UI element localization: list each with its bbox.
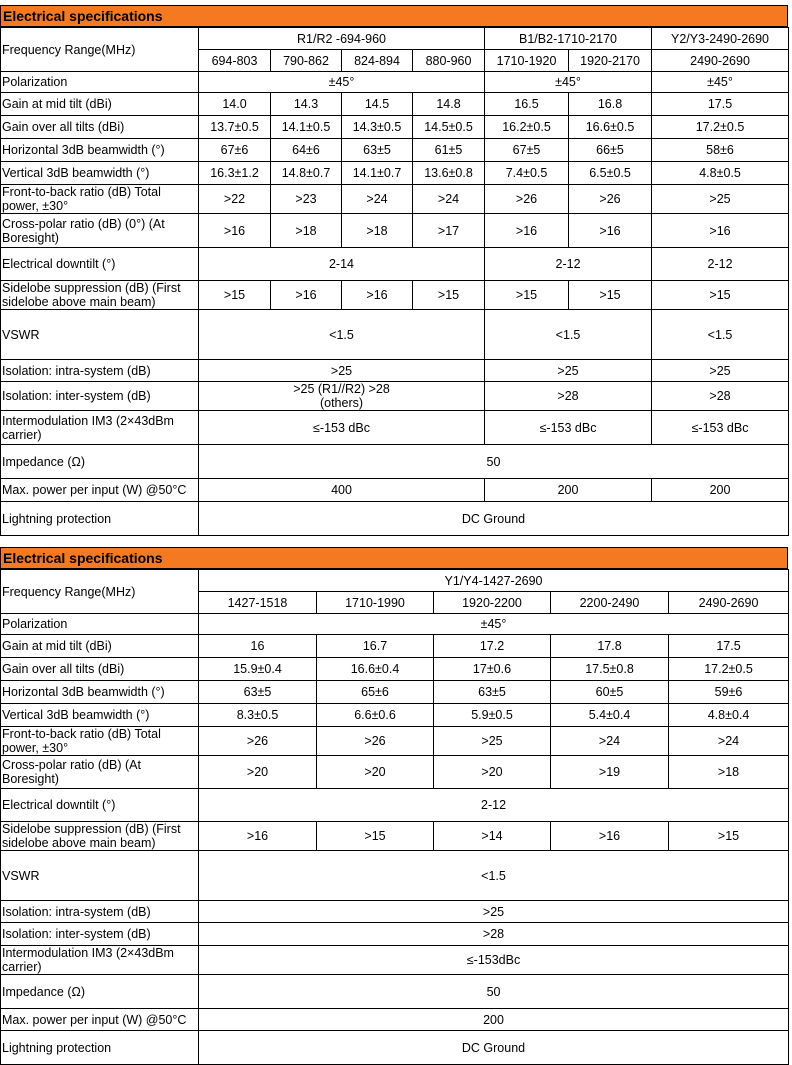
spec-row bbox=[1, 185, 789, 214]
row-label: Gain over all tilts (dBi) bbox=[1, 658, 199, 681]
row-label: Impedance (Ω) bbox=[1, 975, 199, 1009]
value-cell: >18 bbox=[271, 214, 342, 248]
value-cell: 59±6 bbox=[669, 681, 789, 704]
value-cell: 14.1±0.7 bbox=[342, 162, 413, 185]
spec-row bbox=[1, 411, 789, 445]
value-cell: >19 bbox=[551, 756, 669, 789]
value-cell: 17.2 bbox=[434, 635, 551, 658]
value-cell: >15 bbox=[569, 281, 652, 310]
spec-row bbox=[1, 1031, 789, 1065]
subband-cell: 2200-2490 bbox=[551, 592, 669, 614]
value-cell: ≤-153 dBc bbox=[652, 411, 789, 445]
spec-row bbox=[1, 162, 789, 185]
value-cell: >16 bbox=[199, 214, 271, 248]
value-cell: >18 bbox=[342, 214, 413, 248]
spec-row bbox=[1, 248, 789, 281]
row-label: Isolation: inter-system (dB) bbox=[1, 382, 199, 411]
value-cell: 16 bbox=[199, 635, 317, 658]
subband-cell: 824-894 bbox=[342, 50, 413, 72]
section-1-title: Electrical specifications bbox=[0, 5, 788, 27]
value-cell: 16.6±0.5 bbox=[569, 116, 652, 139]
value-cell: >28 bbox=[485, 382, 652, 411]
value-cell: 17.5 bbox=[669, 635, 789, 658]
row-label: Front-to-back ratio (dB) Total power, ±30° bbox=[1, 727, 199, 756]
spec-row bbox=[1, 923, 789, 946]
value-cell: 14.5±0.5 bbox=[413, 116, 485, 139]
value-cell: 17±0.6 bbox=[434, 658, 551, 681]
value-cell: 4.8±0.4 bbox=[669, 704, 789, 727]
value-cell: >15 bbox=[652, 281, 789, 310]
value-cell: 14.3 bbox=[271, 93, 342, 116]
spec-row bbox=[1, 658, 789, 681]
value-cell: >26 bbox=[199, 727, 317, 756]
value-cell: 2-12 bbox=[485, 248, 652, 281]
value-cell: 2-12 bbox=[652, 248, 789, 281]
subband-cell: 2490-2690 bbox=[652, 50, 789, 72]
value-cell: 17.2±0.5 bbox=[669, 658, 789, 681]
value-cell: 58±6 bbox=[652, 139, 789, 162]
band-group-y2y3: Y2/Y3-2490-2690 bbox=[652, 28, 789, 50]
spec-row bbox=[1, 635, 789, 658]
frequency-range-label: Frequency Range(MHz) bbox=[1, 28, 199, 72]
value-cell: 16.8 bbox=[569, 93, 652, 116]
value-cell: >25 bbox=[485, 360, 652, 382]
value-cell: >23 bbox=[271, 185, 342, 214]
row-label: VSWR bbox=[1, 310, 199, 360]
spec-row bbox=[1, 310, 789, 360]
value-cell: 50 bbox=[199, 445, 789, 479]
value-cell: ±45° bbox=[485, 72, 652, 93]
value-cell: 5.4±0.4 bbox=[551, 704, 669, 727]
value-cell: 16.6±0.4 bbox=[317, 658, 434, 681]
value-cell: 17.2±0.5 bbox=[652, 116, 789, 139]
spec-row bbox=[1, 281, 789, 310]
value-cell: 400 bbox=[199, 479, 485, 502]
value-cell: ≤-153 dBc bbox=[199, 411, 485, 445]
subband-cell: 1920-2170 bbox=[569, 50, 652, 72]
spec-row bbox=[1, 445, 789, 479]
subband-cell: 1710-1990 bbox=[317, 592, 434, 614]
subband-cell: 1710-1920 bbox=[485, 50, 569, 72]
row-label: Intermodulation IM3 (2×43dBm carrier) bbox=[1, 946, 199, 975]
value-cell: 7.4±0.5 bbox=[485, 162, 569, 185]
subband-cell: 1427-1518 bbox=[199, 592, 317, 614]
value-cell: >16 bbox=[485, 214, 569, 248]
row-label: Lightning protection bbox=[1, 502, 199, 536]
spec-row bbox=[1, 975, 789, 1009]
spec-row bbox=[1, 93, 789, 116]
spec-row bbox=[1, 681, 789, 704]
value-cell: <1.5 bbox=[199, 310, 485, 360]
value-cell: 14.1±0.5 bbox=[271, 116, 342, 139]
value-cell: 66±5 bbox=[569, 139, 652, 162]
value-cell: >20 bbox=[199, 756, 317, 789]
spec-row bbox=[1, 360, 789, 382]
value-cell: >25 bbox=[652, 185, 789, 214]
value-cell: 6.5±0.5 bbox=[569, 162, 652, 185]
value-cell: >15 bbox=[669, 822, 789, 851]
row-label: Sidelobe suppression (dB) (First sidelobe above main beam) bbox=[1, 822, 199, 851]
spec-row bbox=[1, 822, 789, 851]
subband-cell: 790-862 bbox=[271, 50, 342, 72]
value-cell: >26 bbox=[569, 185, 652, 214]
value-cell: 13.6±0.8 bbox=[413, 162, 485, 185]
row-label: Polarization bbox=[1, 72, 199, 93]
spec-row bbox=[1, 789, 789, 822]
row-label: VSWR bbox=[1, 851, 199, 901]
spec-row bbox=[1, 72, 789, 93]
value-cell: >20 bbox=[317, 756, 434, 789]
value-cell: 65±6 bbox=[317, 681, 434, 704]
value-cell: 64±6 bbox=[271, 139, 342, 162]
band-group-r1r2: R1/R2 -694-960 bbox=[199, 28, 485, 50]
value-cell: 15.9±0.4 bbox=[199, 658, 317, 681]
value-cell: 2-12 bbox=[199, 789, 789, 822]
spec-row bbox=[1, 614, 789, 635]
value-cell: 14.0 bbox=[199, 93, 271, 116]
value-cell: 4.8±0.5 bbox=[652, 162, 789, 185]
row-label: Max. power per input (W) @50°C bbox=[1, 479, 199, 502]
value-cell: 16.2±0.5 bbox=[485, 116, 569, 139]
value-cell: 17.5±0.8 bbox=[551, 658, 669, 681]
value-cell: 5.9±0.5 bbox=[434, 704, 551, 727]
value-cell: >26 bbox=[485, 185, 569, 214]
value-cell: >22 bbox=[199, 185, 271, 214]
row-label: Lightning protection bbox=[1, 1031, 199, 1065]
value-cell: 16.7 bbox=[317, 635, 434, 658]
value-cell: >24 bbox=[342, 185, 413, 214]
row-label: Gain over all tilts (dBi) bbox=[1, 116, 199, 139]
value-cell: >28 bbox=[652, 382, 789, 411]
value-cell: <1.5 bbox=[199, 851, 789, 901]
value-cell: 14.8±0.7 bbox=[271, 162, 342, 185]
value-cell: >26 bbox=[317, 727, 434, 756]
value-cell: 67±5 bbox=[485, 139, 569, 162]
value-cell: 17.8 bbox=[551, 635, 669, 658]
value-cell: >16 bbox=[569, 214, 652, 248]
value-cell: 200 bbox=[485, 479, 652, 502]
spec-row bbox=[1, 382, 789, 411]
value-cell: 200 bbox=[652, 479, 789, 502]
value-cell: >24 bbox=[551, 727, 669, 756]
spec-row bbox=[1, 756, 789, 789]
spec-row bbox=[1, 116, 789, 139]
row-label: Electrical downtilt (°) bbox=[1, 789, 199, 822]
value-cell: >16 bbox=[271, 281, 342, 310]
row-label: Vertical 3dB beamwidth (°) bbox=[1, 704, 199, 727]
value-cell: 13.7±0.5 bbox=[199, 116, 271, 139]
row-label: Cross-polar ratio (dB) (0°) (At Boresight) bbox=[1, 214, 199, 248]
row-label: Isolation: intra-system (dB) bbox=[1, 901, 199, 923]
value-cell: >25 bbox=[199, 901, 789, 923]
value-cell: 14.3±0.5 bbox=[342, 116, 413, 139]
value-cell: 63±5 bbox=[342, 139, 413, 162]
row-label: Gain at mid tilt (dBi) bbox=[1, 93, 199, 116]
value-cell: >16 bbox=[199, 822, 317, 851]
value-cell: 17.5 bbox=[652, 93, 789, 116]
value-cell: <1.5 bbox=[485, 310, 652, 360]
row-label: Vertical 3dB beamwidth (°) bbox=[1, 162, 199, 185]
subband-cell: 2490-2690 bbox=[669, 592, 789, 614]
value-cell: ±45° bbox=[199, 72, 485, 93]
spec-row bbox=[1, 727, 789, 756]
row-label: Horizontal 3dB beamwidth (°) bbox=[1, 681, 199, 704]
value-cell: 14.8 bbox=[413, 93, 485, 116]
row-label: Polarization bbox=[1, 614, 199, 635]
value-cell: >28 bbox=[199, 923, 789, 946]
spec-row bbox=[1, 704, 789, 727]
value-cell: >15 bbox=[485, 281, 569, 310]
spec-row bbox=[1, 479, 789, 502]
spec-row bbox=[1, 502, 789, 536]
value-cell: >18 bbox=[669, 756, 789, 789]
value-cell: ≤-153 dBc bbox=[485, 411, 652, 445]
value-cell: >16 bbox=[342, 281, 413, 310]
value-cell: 63±5 bbox=[199, 681, 317, 704]
value-cell: DC Ground bbox=[199, 1031, 789, 1065]
row-label: Cross-polar ratio (dB) (At Boresight) bbox=[1, 756, 199, 789]
spec-row bbox=[1, 1009, 789, 1031]
value-cell: >24 bbox=[669, 727, 789, 756]
value-cell: ±45° bbox=[199, 614, 789, 635]
value-cell: >20 bbox=[434, 756, 551, 789]
section-2-title: Electrical specifications bbox=[0, 547, 788, 569]
spec-row bbox=[1, 851, 789, 901]
spec-section-2 bbox=[0, 547, 788, 1065]
value-cell: >14 bbox=[434, 822, 551, 851]
spec-table-2 bbox=[0, 569, 789, 1065]
row-label: Max. power per input (W) @50°C bbox=[1, 1009, 199, 1031]
row-label: Electrical downtilt (°) bbox=[1, 248, 199, 281]
value-cell: >16 bbox=[551, 822, 669, 851]
value-cell: 6.6±0.6 bbox=[317, 704, 434, 727]
value-cell: >25 bbox=[199, 360, 485, 382]
spec-row bbox=[1, 139, 789, 162]
spec-row bbox=[1, 214, 789, 248]
value-cell: 63±5 bbox=[434, 681, 551, 704]
value-cell: >25 (R1//R2) >28 (others) bbox=[199, 382, 485, 411]
row-label: Gain at mid tilt (dBi) bbox=[1, 635, 199, 658]
value-cell: <1.5 bbox=[652, 310, 789, 360]
row-label: Sidelobe suppression (dB) (First sidelobe above main beam) bbox=[1, 281, 199, 310]
subband-cell: 694-803 bbox=[199, 50, 271, 72]
subband-cell: 1920-2200 bbox=[434, 592, 551, 614]
value-cell: >15 bbox=[199, 281, 271, 310]
value-cell: ±45° bbox=[652, 72, 789, 93]
value-cell: >15 bbox=[317, 822, 434, 851]
value-cell: 14.5 bbox=[342, 93, 413, 116]
value-cell: 8.3±0.5 bbox=[199, 704, 317, 727]
value-cell: 200 bbox=[199, 1009, 789, 1031]
row-label: Intermodulation IM3 (2×43dBm carrier) bbox=[1, 411, 199, 445]
value-cell: 50 bbox=[199, 975, 789, 1009]
value-cell: >17 bbox=[413, 214, 485, 248]
value-cell: >25 bbox=[434, 727, 551, 756]
spec-section-1 bbox=[0, 5, 788, 536]
row-label: Impedance (Ω) bbox=[1, 445, 199, 479]
value-cell: ≤-153dBc bbox=[199, 946, 789, 975]
row-label: Isolation: intra-system (dB) bbox=[1, 360, 199, 382]
value-cell: >16 bbox=[652, 214, 789, 248]
value-cell: DC Ground bbox=[199, 502, 789, 536]
value-cell: 16.5 bbox=[485, 93, 569, 116]
value-cell: 61±5 bbox=[413, 139, 485, 162]
spec-table-1 bbox=[0, 27, 789, 536]
value-cell: 16.3±1.2 bbox=[199, 162, 271, 185]
row-label: Horizontal 3dB beamwidth (°) bbox=[1, 139, 199, 162]
value-cell: 2-14 bbox=[199, 248, 485, 281]
frequency-range-label: Frequency Range(MHz) bbox=[1, 570, 199, 614]
value-cell: >25 bbox=[652, 360, 789, 382]
value-cell: 60±5 bbox=[551, 681, 669, 704]
spec-row bbox=[1, 946, 789, 975]
row-label: Front-to-back ratio (dB) Total power, ±30° bbox=[1, 185, 199, 214]
band-group-b1b2: B1/B2-1710-2170 bbox=[485, 28, 652, 50]
value-cell: >24 bbox=[413, 185, 485, 214]
value-cell: >15 bbox=[413, 281, 485, 310]
value-cell: 67±6 bbox=[199, 139, 271, 162]
subband-cell: 880-960 bbox=[413, 50, 485, 72]
spec-row bbox=[1, 901, 789, 923]
band-group-y1y4: Y1/Y4-1427-2690 bbox=[199, 570, 789, 592]
row-label: Isolation: inter-system (dB) bbox=[1, 923, 199, 946]
